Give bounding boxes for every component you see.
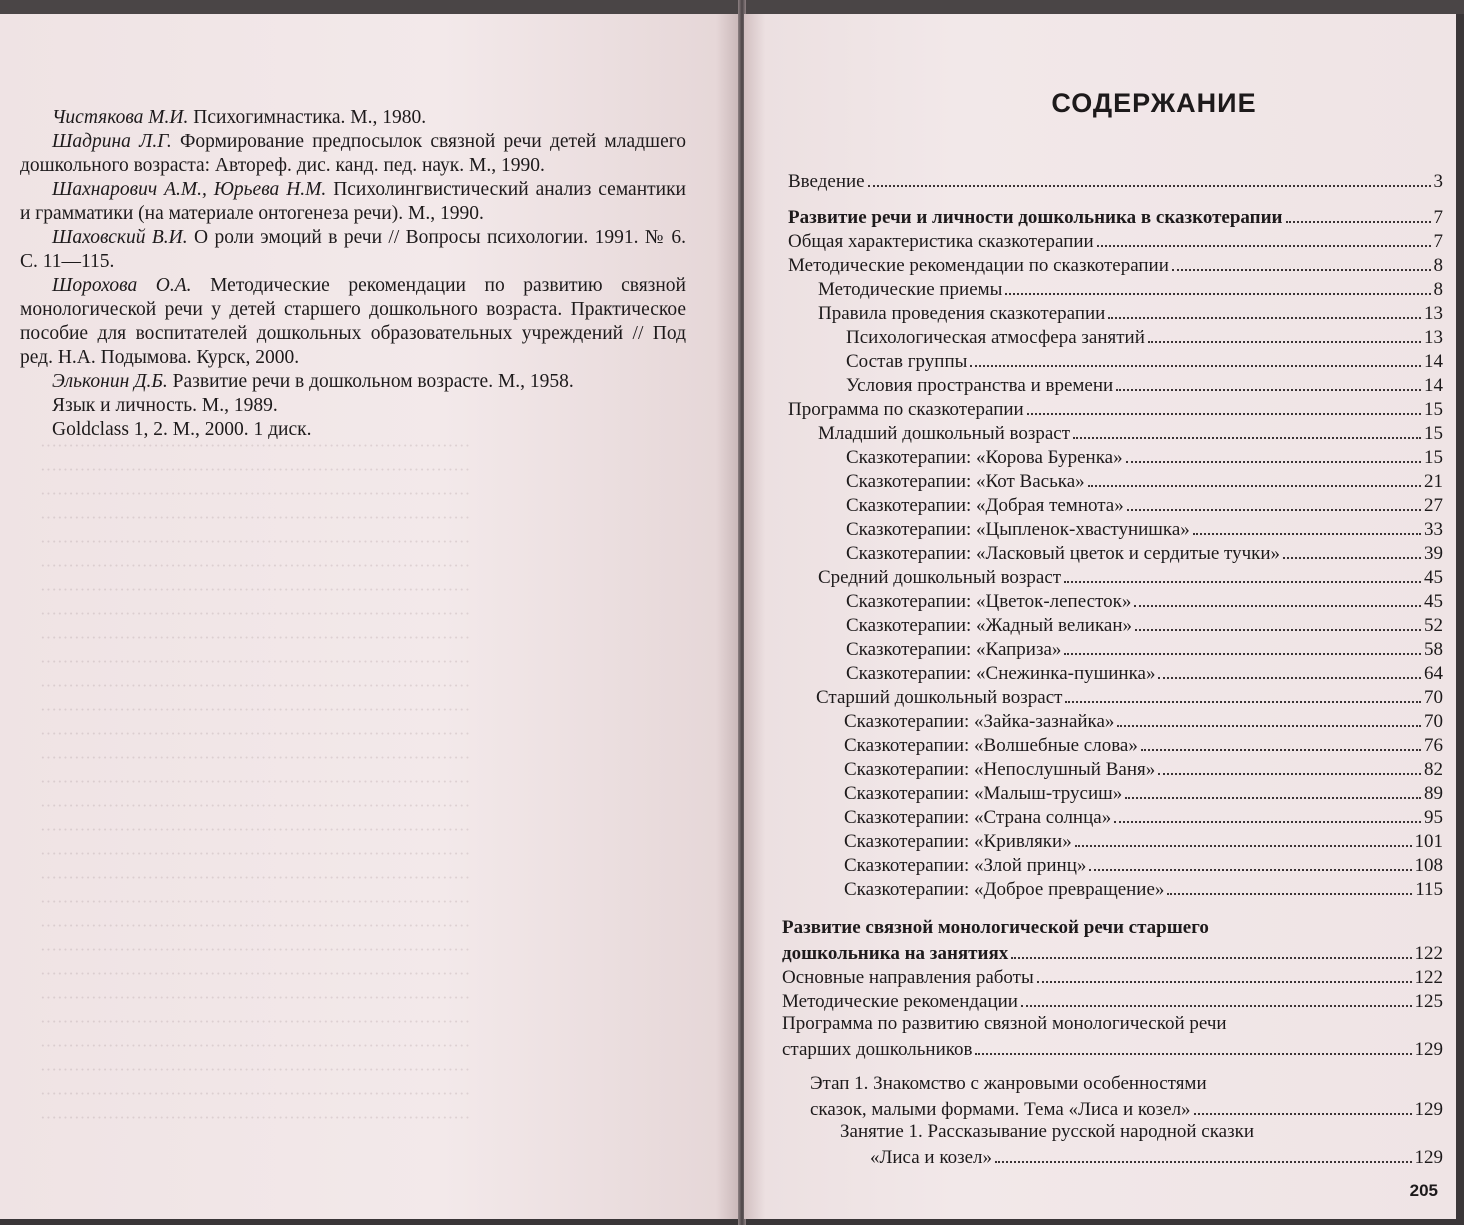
toc-row: Младший дошкольный возраст 15 xyxy=(818,420,1443,446)
bibliography-entry: Шорохова О.А. Методические рекомендации по развитию связной монологической речи у детей старшего дошкольного возраста. Практическое пособие для воспитателей дошкольных образовательных учреждений // Под ред. Н.А. Подымова. Курск, 2000. xyxy=(20,275,686,368)
toc-row: Сказкотерапии: «Зайка-зазнайка» 70 xyxy=(844,708,1443,734)
bibliography-entry: Шахнарович А.М., Юрьева Н.М. Психолингвистический анализ семантики и грамматики (на материале онтогенеза речи). М., 1990. xyxy=(20,179,686,224)
toc-heading-line: Программа по развитию связной монологической речи xyxy=(782,1013,1227,1034)
bibliography-list xyxy=(20,106,686,442)
bibliography-entry: Чистякова М.И. Психогимнастика. М., 1980. xyxy=(52,107,427,128)
toc-row: Методические рекомендации 125 xyxy=(782,988,1443,1014)
toc-row: Сказкотерапии: «Корова Буренка» 15 xyxy=(846,444,1443,470)
toc-row: Развитие речи и личности дошкольника в сказкотерапии 7 xyxy=(788,204,1443,230)
toc-row: Программа по сказкотерапии 15 xyxy=(788,396,1443,422)
toc-row: «Лиса и козел» 129 xyxy=(870,1144,1443,1170)
toc-row: Сказкотерапии: «Злой принц» 108 xyxy=(844,852,1443,878)
toc-row: Условия пространства и времени 14 xyxy=(846,372,1443,398)
bibliography-entry: Язык и личность. М., 1989. xyxy=(52,395,278,416)
toc-row: Сказкотерапии: «Волшебные слова» 76 xyxy=(844,732,1443,758)
toc-row: Сказкотерапии: «Непослушный Ваня» 82 xyxy=(844,756,1443,782)
toc-row: Правила проведения сказкотерапии 13 xyxy=(818,300,1443,326)
bibliography-entry: Эльконин Д.Б. Развитие речи в дошкольном возрасте. М., 1958. xyxy=(52,371,574,392)
toc-title: СОДЕРЖАНИЕ xyxy=(1051,88,1257,118)
toc-row: дошкольника на занятиях 122 xyxy=(782,940,1443,966)
scan-top-edge xyxy=(0,0,1464,14)
toc-row: Средний дошкольный возраст 45 xyxy=(818,564,1443,590)
toc-row: Сказкотерапии: «Малыш-трусиш» 89 xyxy=(844,780,1443,806)
left-page xyxy=(0,14,738,1219)
toc-row: Методические приемы 8 xyxy=(818,276,1443,302)
toc-row: Сказкотерапии: «Жадный великан» 52 xyxy=(846,612,1443,638)
toc-row: Методические рекомендации по сказкотерапии 8 xyxy=(788,252,1443,278)
toc-row: Сказкотерапии: «Добрая темнота» 27 xyxy=(846,492,1443,518)
toc-row: Сказкотерапии: «Кривляки» 101 xyxy=(844,828,1443,854)
toc-row: Введение 3 xyxy=(788,168,1443,194)
toc-row: Сказкотерапии: «Каприза» 58 xyxy=(846,636,1443,662)
bleed-through-text: ············································································ ············································································ ············································································ ············································································ ············································································ ············································································ ············································································ ············································································ ············································································ ············································································ ············································································ ············································································ ············································································ ············································································ ············································································ ············································································ ············································································ ············································································ ············································································ ············································································ ············································································ ············································································ ············································································ ············································································ ············································································ ············································································ ············································································ ············································································ ············································································ xyxy=(40,436,471,1127)
toc-row: сказок, малыми формами. Тема «Лиса и козел» 129 xyxy=(810,1096,1443,1122)
toc-row: Психологическая атмосфера занятий 13 xyxy=(846,324,1443,350)
toc-row: Сказкотерапии: «Цветок-лепесток» 45 xyxy=(846,588,1443,614)
toc-row: Сказкотерапии: «Доброе превращение» 115 xyxy=(844,876,1443,902)
bibliography-entry: Шадрина Л.Г. Формирование предпосылок связной речи детей младшего дошкольного возраста: Автореф. дис. канд. пед. наук. М., 1990. xyxy=(20,131,686,176)
toc-row: Сказкотерапии: «Кот Васька» 21 xyxy=(846,468,1443,494)
toc-heading-line: Этап 1. Знакомство с жанровыми особенностями xyxy=(810,1073,1207,1094)
bibliography-entry: Шаховский В.И. О роли эмоций в речи // Вопросы психологии. 1991. № 6. С. 11—115. xyxy=(20,227,686,272)
toc-row: Сказкотерапии: «Ласковый цветок и сердитые тучки» 39 xyxy=(846,540,1443,566)
toc-heading-line: Развитие связной монологической речи старшего xyxy=(782,917,1209,938)
right-page xyxy=(744,14,1456,1219)
page-number: 205 xyxy=(1409,1181,1438,1200)
toc-row: Основные направления работы 122 xyxy=(782,964,1443,990)
toc-row: Сказкотерапии: «Страна солнца» 95 xyxy=(844,804,1443,830)
toc-row: Состав группы 14 xyxy=(846,348,1443,374)
toc-row: старших дошкольников 129 xyxy=(782,1036,1443,1062)
toc-row: Сказкотерапии: «Цыпленок-хвастунишка» 33 xyxy=(846,516,1443,542)
toc-row: Сказкотерапии: «Снежинка-пушинка» 64 xyxy=(846,660,1443,686)
toc-row: Старший дошкольный возраст 70 xyxy=(816,684,1443,710)
toc-heading-line: Занятие 1. Рассказывание русской народной сказки xyxy=(840,1121,1255,1142)
toc-row: Общая характеристика сказкотерапии 7 xyxy=(788,228,1443,254)
bibliography-entry: Goldclass 1, 2. М., 2000. 1 диск. xyxy=(52,419,312,440)
